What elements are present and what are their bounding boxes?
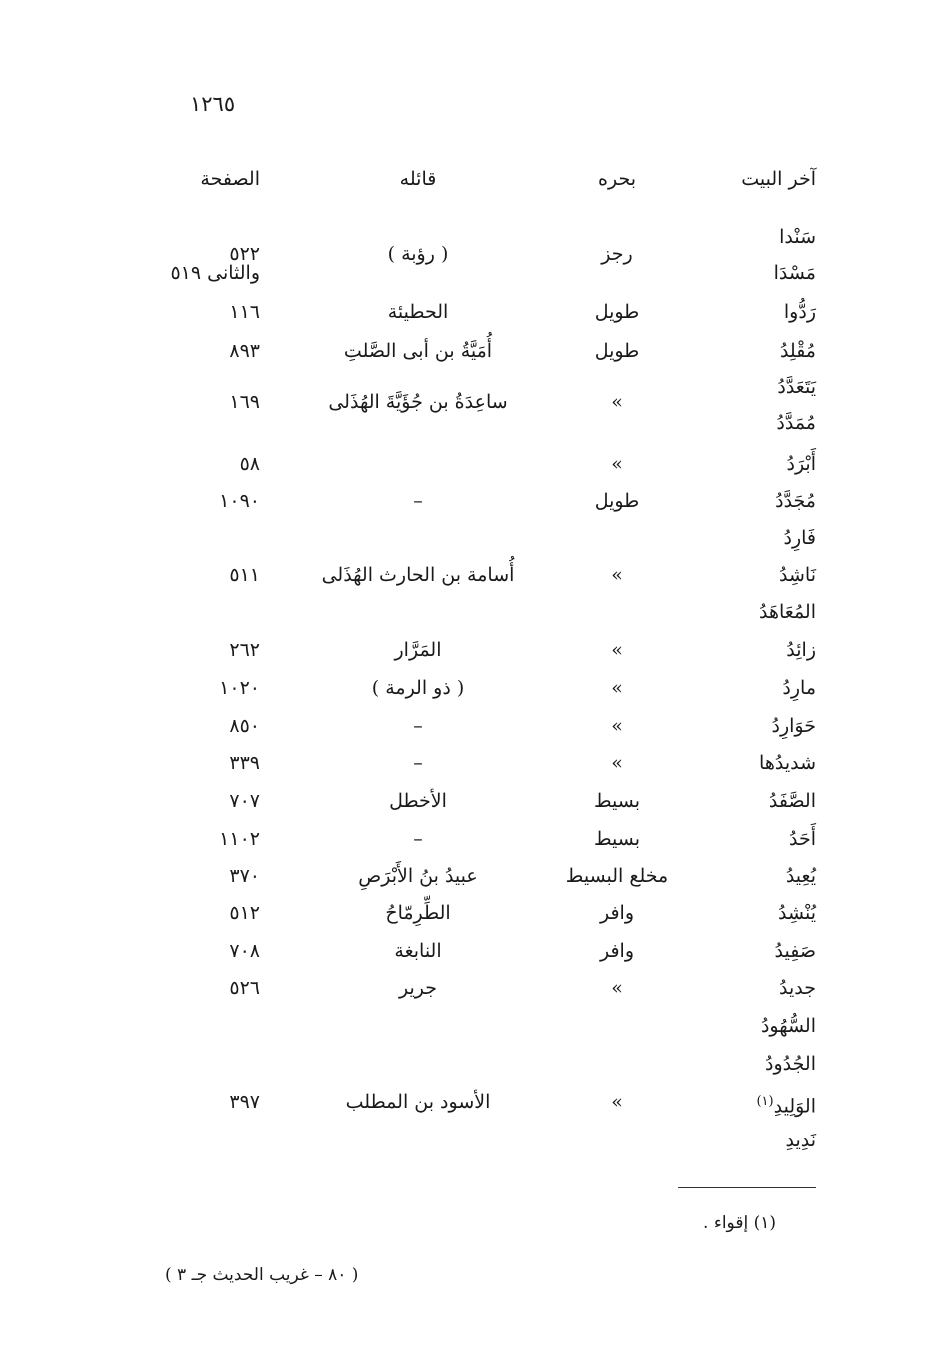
row-22-meter (611, 976, 623, 1000)
poet-text: – (413, 715, 423, 737)
poet-text: – (413, 490, 423, 512)
verse-end-text: مُمَدَّدُ (776, 412, 816, 434)
row-13-verse-end (786, 638, 816, 662)
row-14-meter (611, 676, 623, 700)
row-18-page-ref (219, 827, 260, 851)
row-6-meter (611, 390, 623, 414)
verse-end-text: شديدُها (759, 752, 816, 774)
page-ref-text: ٣٣٩ (229, 752, 260, 774)
poet-text: الأسود بن المطلب (345, 1091, 491, 1113)
verse-end-text: أَبْرَدُ (786, 453, 816, 475)
row-17-verse-end (769, 789, 816, 813)
verse-end-text: السُّهُودُ (760, 1015, 816, 1037)
verse-end-text: الصَّفَدُ (768, 790, 816, 812)
header-verse-end: آخر البيت (741, 168, 816, 190)
row-26-verse-end (785, 1128, 816, 1152)
footnote-marker: (١) (756, 1094, 774, 1109)
row-1-poet (388, 242, 449, 266)
row-13-meter (611, 638, 623, 662)
page-ref-text: ١١٦ (229, 301, 260, 323)
row-20-poet (385, 901, 450, 925)
meter-text: بسيط (593, 790, 641, 812)
row-19-poet (358, 864, 477, 888)
row-14-page-ref (219, 676, 260, 700)
row-17-meter (594, 789, 640, 813)
meter-text: طويل (594, 490, 640, 512)
page-ref-text: ٧٠٧ (229, 790, 260, 812)
row-13-poet (395, 638, 442, 662)
row-16-meter (611, 751, 623, 775)
meter-text: » (611, 564, 623, 586)
verse-end-text: مارِدُ (782, 677, 816, 699)
poet-text: النابغة (394, 940, 442, 962)
row-22-poet (399, 976, 437, 1000)
row-10-verse-end (783, 526, 816, 550)
row-19-page-ref (229, 864, 260, 888)
row-15-page-ref (229, 714, 260, 738)
row-25-poet (346, 1090, 491, 1114)
verse-end-text: يُنْشِدُ (778, 902, 816, 924)
poet-text: المَرَّار (394, 639, 442, 661)
row-18-meter (594, 827, 640, 851)
row-6-page-ref (229, 390, 260, 414)
meter-text: طويل (594, 301, 640, 323)
row-9-meter (595, 489, 640, 513)
meter-text: » (611, 977, 623, 999)
verse-end-text: مُقْلِدُ (779, 340, 816, 362)
verse-end-text: نَدِيدِ (785, 1129, 816, 1151)
row-4-verse-end (780, 339, 816, 363)
row-19-meter (566, 864, 668, 888)
page-ref-text: ٥٢٢ (229, 243, 260, 265)
row-13-page-ref (229, 638, 260, 662)
row-4-page-ref (229, 339, 260, 363)
row-16-poet (413, 751, 423, 775)
row-9-page-ref (219, 489, 260, 513)
row-3-meter (595, 300, 640, 324)
meter-text: طويل (594, 340, 640, 362)
verse-end-text: صَفِيدُ (774, 940, 816, 962)
row-7-verse-end (776, 411, 816, 435)
row-21-page-ref (229, 939, 260, 963)
verse-end-text: المُعَاهَدُ (759, 601, 816, 623)
meter-text: وافر (599, 902, 635, 924)
row-23-verse-end (761, 1014, 816, 1038)
row-21-verse-end (775, 939, 816, 963)
row-1-meter (601, 242, 632, 266)
meter-text: وافر (599, 940, 635, 962)
verse-end-text: مُجَدَّدُ (775, 490, 816, 512)
poet-text: أُسامة بن الحارث الهُذَلى (321, 564, 515, 586)
row-3-verse-end (784, 300, 816, 324)
row-21-meter (600, 939, 634, 963)
meter-text: » (611, 1091, 623, 1113)
page-ref-text: ٨٩٣ (229, 340, 260, 362)
meter-text: بسيط (593, 828, 641, 850)
meter-text: » (611, 677, 623, 699)
meter-text: » (611, 453, 623, 475)
verse-end-text: سَنْدا (779, 226, 816, 248)
page-ref-text: ٣٧٠ (229, 865, 260, 887)
row-24-verse-end (765, 1052, 816, 1076)
row-14-verse-end (782, 676, 816, 700)
page-ref-text: ٧٠٨ (229, 940, 260, 962)
page-ref-text: ٥٢٦ (229, 977, 260, 999)
row-18-poet (413, 827, 423, 851)
poet-text: – (413, 828, 423, 850)
verse-end-text: الجُدُودُ (765, 1053, 816, 1075)
footnote-rule (678, 1187, 816, 1188)
row-20-meter (600, 901, 634, 925)
row-15-poet (413, 714, 423, 738)
verse-end-text: أَحَدُ (789, 828, 816, 850)
row-4-meter (595, 339, 640, 363)
row-6-poet (328, 390, 507, 414)
row-8-verse-end (786, 452, 816, 476)
page-ref-text: ٥١١ (229, 564, 260, 586)
meter-text: » (611, 639, 623, 661)
poet-text: – (413, 752, 423, 774)
page-ref-text: ١٠٩٠ (219, 490, 260, 512)
poet-text: ( ذو الرمة ) (371, 677, 465, 699)
row-15-meter (611, 714, 623, 738)
page-ref-text: ٨٥٠ (229, 715, 260, 737)
row-11-verse-end (779, 563, 816, 587)
row-21-poet (394, 939, 441, 963)
row-9-poet (413, 489, 423, 513)
header-page: الصفحة (200, 168, 260, 190)
row-8-meter (611, 452, 623, 476)
meter-text: مخلع البسيط (565, 865, 669, 887)
row-12-verse-end (759, 600, 816, 624)
row-3-poet (388, 300, 449, 324)
poet-text: ساعِدَةُ بن جُؤَيَّةَ الهُذَلى (328, 391, 508, 413)
row-25-meter (611, 1090, 623, 1114)
row-4-poet (344, 339, 492, 363)
row-16-verse-end (759, 751, 816, 775)
verse-end-text: زائِدُ (786, 639, 816, 661)
meter-text: » (611, 752, 623, 774)
verse-end-text: يَتَعَدَّدُ (777, 376, 816, 398)
row-11-meter (611, 563, 623, 587)
page-ref-text: ٥١٢ (229, 902, 260, 924)
row-17-poet (389, 789, 447, 813)
meter-text: » (611, 391, 623, 413)
page-ref-text: ١١٠٢ (219, 828, 260, 850)
row-15-verse-end (772, 714, 816, 738)
row-0-verse-end (779, 225, 816, 249)
row-19-verse-end (786, 864, 816, 888)
verse-end-text: رَدُّوا (783, 301, 816, 323)
verse-end-text: جديدُ (779, 977, 816, 999)
header-meter: بحره (598, 168, 636, 190)
poet-text: الحطيئة (387, 301, 449, 323)
row-18-verse-end (789, 827, 816, 851)
row-9-verse-end (775, 489, 816, 513)
row-11-poet (322, 563, 515, 587)
row-22-page-ref (229, 976, 260, 1000)
row-20-page-ref (229, 901, 260, 925)
meter-text: رجز (601, 243, 633, 265)
row-5-verse-end (777, 375, 816, 399)
row-25-page-ref (229, 1090, 260, 1114)
poet-text: ( رؤبة ) (387, 243, 449, 265)
row-17-page-ref (229, 789, 260, 813)
verse-end-text: مَسْدَا (773, 262, 816, 284)
page-ref-text: والثانى ٥١٩ (170, 262, 260, 284)
page-ref-text: ١٠٢٠ (219, 677, 260, 699)
verse-end-text: الوَلِيدِ (773, 1095, 816, 1118)
row-2-verse-end (774, 261, 816, 285)
row-2-page-ref (170, 261, 260, 285)
poet-text: جرير (399, 977, 437, 999)
page-ref-text: ٣٩٧ (229, 1091, 260, 1113)
row-20-verse-end (778, 901, 816, 925)
header-poet: قائله (399, 168, 437, 190)
verse-end-text: حَوَارِدُ (771, 715, 816, 737)
poet-text: الأخطل (389, 790, 447, 812)
row-16-page-ref (229, 751, 260, 775)
verse-end-text: فَارِدُ (783, 527, 816, 549)
poet-text: أُمَيَّةُ بن أبى الصَّلتِ (343, 340, 493, 362)
poet-text: عبيدُ بنُ الأَبْرَصِ (358, 865, 478, 887)
page-footer: ( ٨٠ – غريب الحديث جـ ٣ ) (165, 1265, 359, 1285)
page-number: ١٢٦٥ (190, 92, 236, 116)
poet-text: الطِّرِمّاحُ (385, 902, 451, 924)
verse-end-text: يُعِيدُ (785, 865, 816, 887)
row-22-verse-end (779, 976, 816, 1000)
page-ref-text: ٢٦٢ (229, 639, 260, 661)
page-ref-text: ٥٨ (239, 453, 260, 475)
row-11-page-ref (229, 563, 260, 587)
row-8-page-ref (240, 452, 260, 476)
page-ref-text: ١٦٩ (229, 391, 260, 413)
row-14-poet (372, 676, 465, 700)
meter-text: » (611, 715, 623, 737)
verse-end-text: نَاشِدُ (779, 564, 816, 586)
footnote: (١) إقواء . (703, 1213, 776, 1233)
row-25-verse-end (752, 1090, 816, 1118)
row-3-page-ref (229, 300, 260, 324)
